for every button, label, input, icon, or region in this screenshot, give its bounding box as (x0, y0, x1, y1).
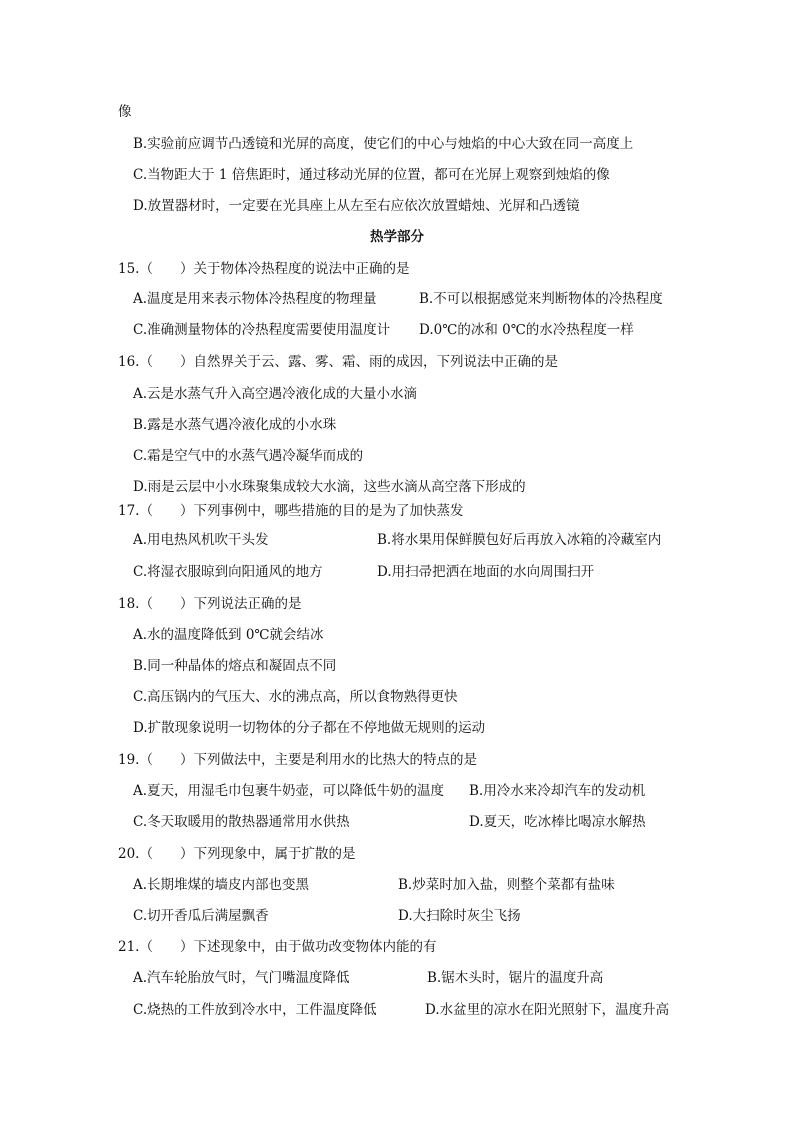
option-19-a: A.夏天，用湿毛巾包裹牛奶壶，可以降低牛奶的温度 (133, 783, 445, 799)
option-20-a: A.长期堆煤的墙皮内部也变黑 (133, 877, 310, 893)
question-stem-21: 21.（ ）下述现象中，由于做功改变物体内能的有 (118, 939, 437, 955)
option-19-b: B.用冷水来冷却汽车的发动机 (469, 783, 646, 799)
option-15-c: C.准确测量物体的冷热程度需要使用温度计 (133, 322, 391, 338)
option-21-c: C.烧热的工件放到冷水中，工件温度降低 (133, 1002, 377, 1018)
option-15-a: A.温度是用来表示物体冷热程度的物理量 (133, 291, 377, 307)
option-16-b: B.露是水蒸气遇冷液化成的小水珠 (133, 417, 337, 433)
option-20-d: D.大扫除时灰尘飞扬 (398, 908, 521, 924)
prev-question-tail: 像 (118, 104, 132, 120)
option-21-d: D.水盆里的凉水在阳光照射下，温度升高 (425, 1002, 670, 1018)
option-18-a: A.水的温度降低到 0℃就会结冰 (133, 627, 324, 643)
question-stem-17: 17.（ ）下列事例中，哪些措施的目的是为了加快蒸发 (118, 503, 464, 519)
option-18-c: C.高压锅内的气压大、水的沸点高，所以食物熟得更快 (133, 689, 458, 705)
question-stem-18: 18.（ ）下列说法正确的是 (118, 596, 302, 612)
prev-option-c: C.当物距大于 1 倍焦距时，通过移动光屏的位置，都可在光屏上观察到烛焰的像 (133, 167, 610, 183)
prev-option-d: D.放置器材时，一定要在光具座上从左至右应依次放置蜡烛、光屏和凸透镜 (133, 198, 580, 214)
option-18-d: D.扩散现象说明一切物体的分子都在不停地做无规则的运动 (133, 720, 486, 736)
option-18-b: B.同一种晶体的熔点和凝固点不同 (133, 658, 337, 674)
option-21-b: B.锯木头时，锯片的温度升高 (427, 970, 604, 986)
option-16-a: A.云是水蒸气升入高空遇冷液化成的大量小水滴 (133, 386, 418, 402)
option-17-c: C.将湿衣服晾到向阳通风的地方 (133, 564, 323, 580)
option-19-c: C.冬天取暖用的散热器通常用水供热 (133, 814, 350, 830)
option-16-c: C.霜是空气中的水蒸气遇冷凝华而成的 (133, 448, 364, 464)
option-15-b: B.不可以根据感觉来判断物体的冷热程度 (419, 291, 663, 307)
question-stem-20: 20.（ ）下列现象中，属于扩散的是 (118, 846, 356, 862)
option-17-b: B.将水果用保鲜膜包好后再放入冰箱的冷藏室内 (377, 532, 662, 548)
option-17-d: D.用扫帚把洒在地面的水向周围扫开 (377, 564, 595, 580)
prev-option-b: B.实验前应调节凸透镜和光屏的高度，使它们的中心与烛焰的中心大致在同一高度上 (133, 136, 634, 152)
option-15-d: D.0℃的冰和 0℃的水冷热程度一样 (419, 322, 634, 338)
option-19-d: D.夏天，吃冰棒比喝凉水解热 (469, 814, 646, 830)
question-stem-19: 19.（ ）下列做法中，主要是利用水的比热大的特点的是 (118, 752, 477, 768)
option-21-a: A.汽车轮胎放气时，气门嘴温度降低 (133, 970, 350, 986)
question-stem-15: 15.（ ）关于物体冷热程度的说法中正确的是 (118, 261, 410, 277)
option-20-b: B.炒菜时加入盐，则整个菜都有盐味 (398, 877, 615, 893)
option-16-d: D.雨是云层中小水珠聚集成较大水滴，这些水滴从高空落下形成的 (133, 479, 526, 495)
option-17-a: A.用电热风机吹干头发 (133, 532, 269, 548)
section-title: 热学部分 (370, 229, 424, 245)
option-20-c: C.切开香瓜后满屋飘香 (133, 908, 269, 924)
question-stem-16: 16.（ ）自然界关于云、露、雾、霜、雨的成因，下列说法中正确的是 (118, 354, 558, 370)
